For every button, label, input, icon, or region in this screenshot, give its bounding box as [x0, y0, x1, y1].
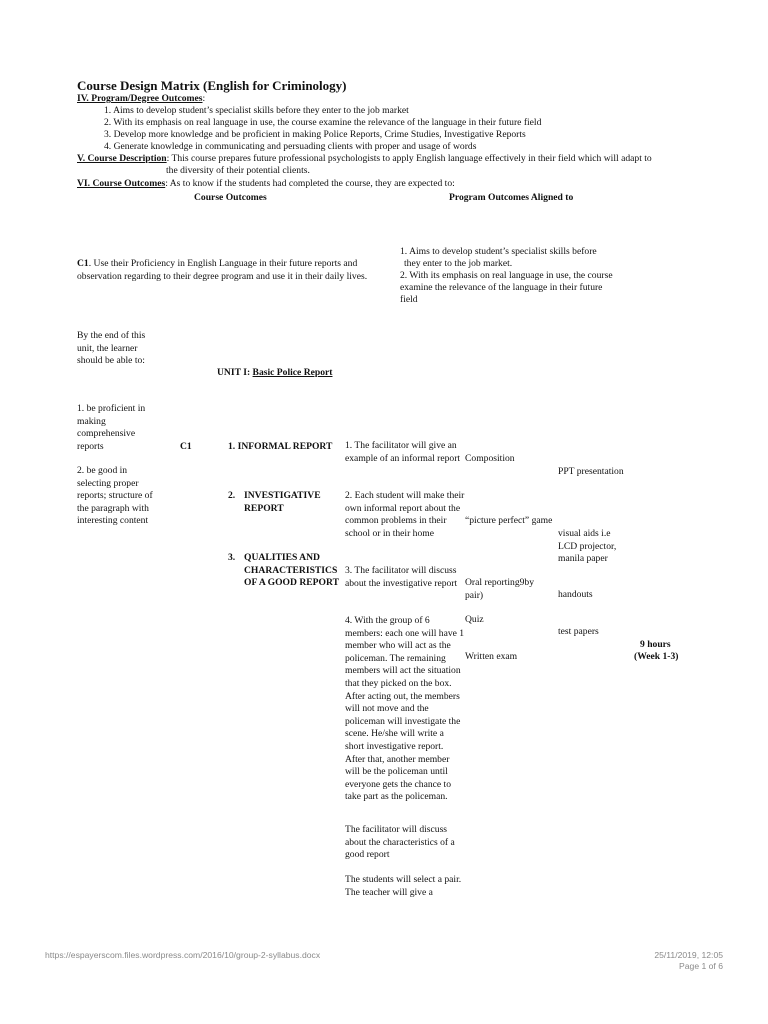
assessment-4: Quiz — [465, 614, 484, 625]
resource-3: handouts — [558, 589, 593, 600]
topic-3: 3. — [228, 552, 236, 563]
activity-5: The facilitator will discuss about the characteristics of a good report — [345, 824, 455, 861]
learning-objective-2: 2. be good in selecting proper reports; structure of the paragraph with interesting content — [77, 465, 153, 527]
activity-4: 4. With the group of 6 members: each one will have 1 member who will act as the policeman. The remaining members will act the situation that they picked on the box. After acting out, the members will not move and the policeman will investigate the scene. He/she will write a short investigative report. After that, another member will be the policeman until everyone gets the chance to take part as the policeman. — [345, 615, 465, 803]
aligned-outcome-line-1: 1. Aims to develop student’s specialist skills before — [400, 246, 597, 257]
assessment-3: Oral reporting9by pair) — [465, 577, 535, 601]
aligned-outcome-line-4: examine the relevance of the language in their future — [400, 282, 603, 293]
time-weeks: (Week 1-3) — [634, 651, 679, 662]
learning-objective-1: 1. be proficient in making comprehensive reports — [77, 403, 146, 452]
topic-3-name: QUALITIES AND CHARACTERISTICS OF A GOOD REPORT — [244, 552, 339, 589]
aligned-outcome-line-5: field — [400, 294, 418, 305]
activity-1: 1. The facilitator will give an example of an informal report — [345, 440, 461, 464]
course-outcome-ref: C1 — [180, 441, 192, 452]
footer-page-number: Page 1 of 6 — [679, 961, 723, 971]
assessment-5: Written exam — [465, 651, 518, 662]
program-outcome-4: 4. Generate knowledge in communicating and persuading clients with proper and usage of words — [104, 141, 477, 152]
activity-3: 3. The facilitator will discuss about the investigative report — [345, 565, 458, 589]
document-title: Course Design Matrix (English for Criminology) — [77, 78, 347, 93]
program-outcome-3: 3. Develop more knowledge and be proficient in making Police Reports, Crime Studies, Investigative Reports — [104, 129, 526, 140]
topic-1: 1. INFORMAL REPORT — [228, 441, 333, 452]
unit-intro: By the end of this unit, the learner should be able to: — [77, 330, 146, 367]
course-description-cont: the diversity of their potential clients. — [166, 165, 310, 176]
resource-1: PPT presentation — [558, 466, 624, 477]
activity-2: 2. Each student will make their own informal report about the common problems in their school or in their home — [345, 490, 465, 539]
topic-2-name: INVESTIGATIVE REPORT — [244, 490, 321, 514]
activity-6: The students will select a pair. The teacher will give a — [345, 874, 462, 898]
resource-2: visual aids i.e LCD projector, manila paper — [558, 528, 617, 565]
unit-title: UNIT I: Basic Police Report — [217, 367, 333, 378]
assessment-2: “picture perfect” game — [465, 515, 553, 526]
aligned-outcome-line-2: they enter to the job market. — [404, 258, 513, 269]
time-hours: 9 hours — [640, 639, 671, 650]
program-outcomes-heading: IV. Program/Degree Outcomes: — [77, 93, 206, 104]
assessment-1: Composition — [465, 453, 515, 464]
program-outcome-2: 2. With its emphasis on real language in use, the course examine the relevance of the language in their future field — [104, 117, 542, 128]
course-description: V. Course Description: This course prepares future professional psychologists to apply English language effectively in their field which will adapt to — [77, 153, 652, 164]
header-program-outcomes: Program Outcomes Aligned to — [449, 192, 574, 203]
program-outcome-1: 1. Aims to develop student’s specialist skills before they enter to the job market — [104, 105, 409, 116]
topic-2: 2. — [228, 490, 236, 501]
aligned-outcome-line-3: 2. With its emphasis on real language in use, the course — [400, 270, 613, 281]
header-course-outcomes: Course Outcomes — [194, 192, 267, 203]
resource-4: test papers — [558, 626, 599, 637]
footer-datetime: 25/11/2019, 12:05 — [654, 950, 723, 960]
course-outcomes-heading: VI. Course Outcomes: As to know if the students had completed the course, they are expected to: — [77, 178, 455, 189]
footer-url: https://espayerscom.files.wordpress.com/2016/10/group-2-syllabus.docx — [45, 950, 321, 960]
course-outcome-c1: C1. Use their Proficiency in English Language in their future reports and observation regarding to their degree program and use it in their daily lives. — [77, 258, 368, 282]
